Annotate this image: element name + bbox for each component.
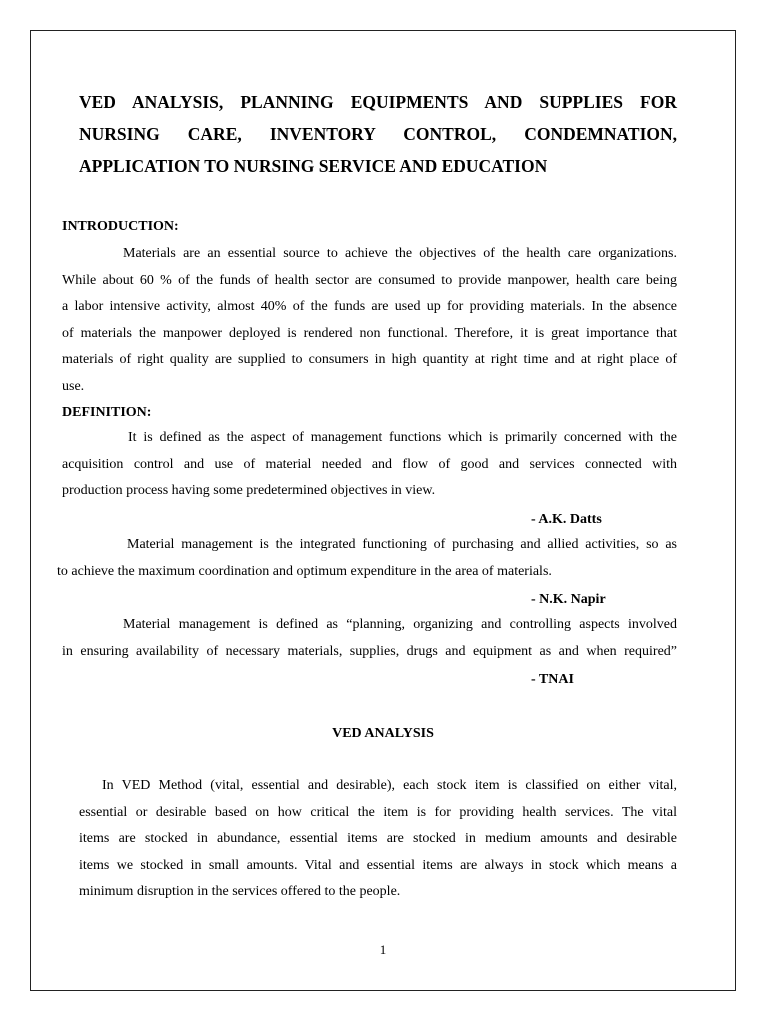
definition-2-author: - N.K. Napir — [531, 592, 606, 607]
introduction-line: While about 60 % of the funds of health sector are consumed to provide manpower, health care being — [62, 272, 677, 288]
introduction-line: a labor intensive activity, almost 40% of the funds are used up for providing materials. In the absence — [62, 299, 677, 315]
introduction-line: of materials the manpower deployed is rendered non functional. Therefore, it is great importance that — [62, 325, 677, 341]
document-title — [79, 86, 677, 182]
ved-line: minimum disruption in the services offered to the people. — [79, 884, 401, 900]
introduction-line: materials of right quality are supplied to consumers in high quantity at right time and at right place of — [62, 352, 677, 368]
definition-heading: DEFINITION: — [62, 405, 152, 420]
definition-1-line: production process having some predetermined objectives in view. — [62, 483, 436, 499]
introduction-heading: INTRODUCTION: — [62, 219, 179, 234]
ved-paragraph — [79, 773, 677, 906]
title-line-1: VED ANALYSIS, PLANNING EQUIPMENTS AND SUPPLIES FOR — [79, 92, 677, 112]
ved-line: In VED Method (vital, essential and desirable), each stock item is classified on either vital, — [102, 778, 677, 793]
introduction-line: use. — [62, 378, 85, 394]
definition-3-line: Material management is defined as “planning, organizing and controlling aspects involved — [123, 617, 677, 632]
definition-2-line: Material management is the integrated functioning of purchasing and allied activities, so as — [127, 537, 677, 552]
definition-1-author: - A.K. Datts — [531, 512, 602, 527]
ved-analysis-heading: VED ANALYSIS — [332, 726, 434, 741]
introduction-line: Materials are an essential source to achieve the objectives of the health care organizations. — [123, 246, 677, 261]
introduction-paragraph — [62, 241, 677, 401]
definition-2-line: to achieve the maximum coordination and optimum expenditure in the area of materials. — [57, 563, 552, 579]
ved-line: items are stocked in abundance, essential items are stocked in medium amounts and desirable — [79, 831, 677, 847]
definition-3-paragraph — [62, 612, 677, 665]
definition-1-paragraph — [62, 425, 677, 505]
ved-line: items we stocked in small amounts. Vital and essential items are always in stock which means a — [79, 857, 677, 873]
ved-line: essential or desirable based on how critical the item is for providing health services. The vital — [79, 804, 677, 820]
page-number: 1 — [379, 942, 387, 957]
definition-3-author: - TNAI — [531, 672, 574, 687]
definition-1-line: acquisition control and use of material needed and flow of good and services connected with — [62, 456, 677, 472]
title-line-3: APPLICATION TO NURSING SERVICE AND EDUCATION — [79, 156, 548, 176]
title-line-2: NURSING CARE, INVENTORY CONTROL, CONDEMNATION, — [79, 124, 677, 144]
definition-2-paragraph — [57, 532, 677, 585]
definition-3-line: in ensuring availability of necessary materials, supplies, drugs and equipment as and when required” — [62, 643, 677, 659]
definition-1-line: It is defined as the aspect of management functions which is primarily concerned with the — [128, 430, 677, 445]
